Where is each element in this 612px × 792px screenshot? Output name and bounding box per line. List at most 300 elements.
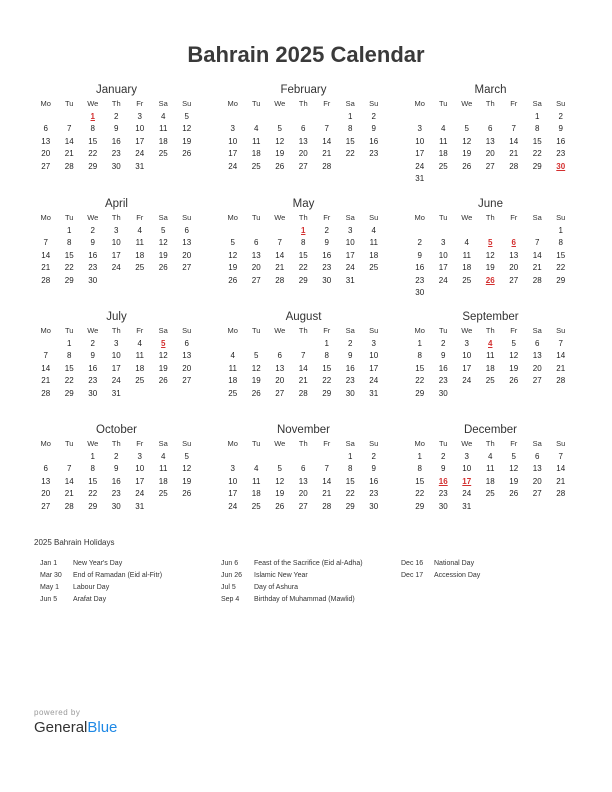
day-cell: 22 — [88, 149, 98, 158]
day-cell: 18 — [438, 149, 448, 158]
empty-cell — [479, 287, 503, 300]
day-cell: 21 — [41, 376, 51, 385]
day-cell: 5 — [161, 225, 166, 235]
empty-cell — [175, 275, 199, 288]
day-cell: 17 — [135, 136, 145, 146]
empty-cell — [549, 388, 573, 401]
day-cell: 20 — [41, 489, 51, 498]
empty-cell — [175, 388, 199, 401]
day-cell: 4 — [441, 124, 446, 133]
month-april — [34, 196, 199, 306]
weekday-header: Fr — [510, 213, 518, 222]
day-cell: 6 — [511, 238, 516, 247]
empty-cell — [292, 451, 316, 464]
day-cell: 26 — [509, 376, 519, 385]
empty-cell — [34, 338, 58, 351]
weekday-header: Mo — [227, 99, 238, 108]
day-cell: 19 — [275, 489, 285, 498]
weekday-header: Su — [556, 213, 566, 222]
holiday-row — [40, 570, 162, 582]
day-cell: 8 — [90, 124, 95, 133]
day-cell: 28 — [509, 161, 519, 171]
day-cell: 26 — [509, 489, 519, 498]
day-cell: 13 — [485, 136, 495, 146]
day-cell: 8 — [67, 351, 72, 360]
day-cell: 24 — [135, 149, 145, 158]
day-cell: 28 — [532, 275, 542, 285]
weekday-header: Fr — [136, 213, 144, 222]
day-cell: 30 — [345, 388, 355, 398]
day-cell: 7 — [43, 238, 48, 247]
day-grid — [408, 98, 573, 186]
day-cell: 30 — [438, 501, 448, 511]
day-cell: 22 — [556, 263, 566, 272]
empty-cell — [549, 287, 573, 300]
empty-cell — [408, 225, 432, 238]
weekday-header: Sa — [345, 99, 355, 108]
weekday-header: Sa — [158, 326, 168, 335]
day-cell: 2 — [114, 111, 119, 121]
empty-cell — [479, 501, 503, 514]
weekday-header: Th — [111, 213, 121, 222]
day-cell: 13 — [41, 476, 51, 486]
day-cell: 30 — [111, 501, 121, 511]
weekday-header: Sa — [158, 99, 168, 108]
page-title: Bahrain 2025 Calendar — [187, 42, 425, 67]
day-cell: 4 — [488, 338, 493, 348]
day-cell: 12 — [275, 136, 285, 146]
day-cell: 26 — [275, 161, 285, 171]
empty-cell — [502, 388, 526, 401]
day-cell: 14 — [532, 250, 542, 260]
day-cell: 26 — [228, 275, 238, 285]
month-name: February — [280, 84, 327, 96]
day-cell: 19 — [251, 376, 261, 385]
month-name: June — [478, 198, 503, 210]
day-cell: 28 — [322, 161, 332, 171]
empty-cell — [526, 225, 550, 238]
weekday-header: Fr — [136, 99, 144, 108]
day-cell: 11 — [369, 238, 378, 247]
day-cell: 2 — [558, 111, 563, 121]
day-cell: 17 — [228, 489, 238, 498]
month-december — [408, 422, 573, 532]
day-cell: 20 — [485, 149, 495, 158]
day-cell: 5 — [511, 451, 516, 461]
day-cell: 15 — [532, 136, 542, 146]
day-cell: 15 — [64, 250, 74, 260]
day-cell: 30 — [438, 388, 448, 398]
day-cell: 19 — [275, 149, 285, 158]
day-grid — [34, 325, 199, 400]
empty-cell — [479, 173, 503, 186]
day-cell: 24 — [345, 263, 355, 272]
day-cell: 6 — [184, 338, 189, 348]
weekday-header: Sa — [345, 213, 355, 222]
day-cell: 29 — [345, 501, 355, 511]
day-grid — [408, 438, 573, 513]
day-cell: 18 — [135, 363, 145, 373]
weekday-header: We — [274, 326, 286, 335]
empty-cell — [175, 161, 199, 174]
empty-cell — [245, 338, 269, 351]
day-cell: 24 — [415, 161, 425, 171]
empty-cell — [526, 287, 550, 300]
day-cell: 28 — [64, 501, 74, 511]
day-cell: 20 — [298, 149, 308, 158]
weekday-header: Sa — [345, 439, 355, 448]
day-cell: 17 — [228, 149, 238, 158]
empty-cell — [479, 111, 503, 124]
day-cell: 11 — [462, 250, 471, 260]
day-cell: 21 — [556, 363, 566, 373]
day-cell: 23 — [438, 376, 448, 385]
empty-cell — [455, 225, 479, 238]
weekday-header: Th — [485, 326, 495, 335]
empty-cell — [128, 275, 152, 288]
day-cell: 5 — [161, 338, 166, 348]
day-cell: 29 — [88, 161, 98, 171]
day-cell: 10 — [462, 351, 472, 360]
day-cell: 26 — [251, 388, 261, 398]
holidays-title: 2025 Bahrain Holidays — [34, 538, 115, 547]
day-cell: 23 — [438, 489, 448, 498]
day-cell: 25 — [251, 501, 261, 511]
day-cell: 9 — [558, 124, 563, 133]
month-name: November — [276, 424, 331, 436]
holiday-date: May 1 — [40, 584, 60, 591]
day-cell: 27 — [182, 263, 192, 272]
day-cell: 1 — [324, 338, 329, 348]
day-cell: 9 — [371, 124, 376, 133]
day-cell: 4 — [464, 238, 469, 247]
day-cell: 3 — [348, 225, 353, 235]
day-cell: 17 — [415, 149, 425, 158]
day-cell: 24 — [228, 161, 238, 171]
weekday-header: Th — [485, 213, 495, 222]
day-cell: 16 — [369, 476, 379, 486]
day-grid — [34, 98, 199, 173]
day-cell: 24 — [111, 263, 121, 272]
day-cell: 8 — [535, 124, 540, 133]
day-cell: 8 — [67, 238, 72, 247]
month-june — [408, 196, 573, 306]
day-cell: 14 — [41, 363, 51, 373]
day-cell: 17 — [369, 363, 379, 373]
empty-cell — [526, 388, 550, 401]
day-cell: 15 — [556, 250, 566, 260]
holiday-name: Arafat Day — [73, 596, 107, 603]
holiday-row — [40, 594, 162, 606]
day-cell: 25 — [485, 489, 495, 498]
day-cell: 9 — [114, 124, 119, 133]
day-cell: 30 — [88, 275, 98, 285]
weekday-header: We — [461, 99, 473, 108]
day-cell: 13 — [251, 250, 261, 260]
day-cell: 7 — [301, 351, 306, 360]
day-cell: 4 — [230, 351, 235, 360]
day-cell: 20 — [532, 363, 542, 373]
empty-cell — [455, 287, 479, 300]
weekday-header: Tu — [252, 326, 261, 335]
month-name: September — [462, 311, 519, 323]
day-cell: 5 — [230, 238, 235, 247]
day-cell: 6 — [301, 124, 306, 133]
day-cell: 22 — [88, 489, 98, 498]
month-name: July — [106, 311, 127, 323]
empty-cell — [549, 501, 573, 514]
day-cell: 8 — [417, 351, 422, 360]
day-cell: 1 — [535, 111, 540, 121]
day-cell: 2 — [90, 225, 95, 235]
day-cell: 12 — [158, 238, 168, 247]
day-cell: 31 — [462, 501, 472, 511]
weekday-header: Sa — [532, 213, 542, 222]
holiday-date: Jan 1 — [40, 560, 58, 567]
day-grid — [408, 325, 573, 400]
empty-cell — [292, 111, 316, 124]
day-cell: 16 — [111, 476, 121, 486]
day-cell: 13 — [298, 476, 308, 486]
weekday-header: Su — [556, 439, 566, 448]
weekday-header: We — [87, 326, 99, 335]
day-cell: 23 — [415, 275, 425, 285]
day-cell: 2 — [417, 238, 422, 247]
day-cell: 18 — [158, 476, 168, 486]
empty-cell — [479, 388, 503, 401]
day-cell: 11 — [159, 124, 168, 133]
day-cell: 14 — [509, 136, 519, 146]
day-cell: 26 — [158, 263, 168, 272]
day-cell: 10 — [228, 476, 238, 486]
day-cell: 14 — [64, 136, 74, 146]
day-cell: 13 — [41, 136, 51, 146]
empty-cell — [34, 111, 58, 124]
day-cell: 5 — [511, 338, 516, 348]
day-cell: 31 — [135, 501, 145, 511]
day-cell: 8 — [348, 464, 353, 473]
month-september — [408, 309, 573, 419]
weekday-header: Th — [298, 326, 308, 335]
holiday-column — [221, 558, 363, 606]
day-grid — [34, 212, 199, 287]
day-cell: 29 — [415, 501, 425, 511]
day-cell: 1 — [67, 225, 72, 235]
month-name: March — [474, 84, 507, 96]
day-cell: 30 — [369, 501, 379, 511]
day-cell: 19 — [182, 476, 192, 486]
month-january — [34, 82, 199, 192]
weekday-header: Su — [369, 213, 379, 222]
day-cell: 3 — [230, 464, 235, 473]
day-cell: 23 — [556, 149, 566, 158]
empty-cell — [268, 111, 292, 124]
day-cell: 27 — [532, 489, 542, 498]
day-cell: 7 — [558, 451, 563, 461]
holiday-date: Mar 30 — [40, 572, 62, 579]
day-cell: 23 — [111, 149, 121, 158]
day-cell: 9 — [324, 238, 329, 247]
day-cell: 22 — [345, 489, 355, 498]
weekday-header: Sa — [532, 439, 542, 448]
day-cell: 5 — [277, 124, 282, 133]
empty-cell — [34, 451, 58, 464]
day-cell: 29 — [88, 501, 98, 511]
day-cell: 24 — [111, 376, 121, 385]
holiday-date: Jun 5 — [40, 596, 58, 603]
day-cell: 8 — [90, 464, 95, 473]
day-cell: 1 — [90, 111, 95, 121]
month-name: August — [285, 311, 322, 323]
day-cell: 21 — [41, 263, 51, 272]
weekday-header: Mo — [227, 213, 238, 222]
empty-cell — [339, 161, 363, 174]
weekday-header: Tu — [252, 213, 261, 222]
holiday-name: Accession Day — [434, 572, 481, 579]
day-cell: 18 — [369, 250, 379, 260]
day-cell: 18 — [251, 489, 261, 498]
day-cell: 13 — [532, 351, 542, 360]
day-cell: 15 — [298, 250, 308, 260]
weekday-header: Tu — [439, 439, 448, 448]
day-cell: 20 — [41, 149, 51, 158]
day-cell: 17 — [438, 263, 448, 272]
empty-cell — [221, 451, 245, 464]
day-cell: 16 — [88, 363, 98, 373]
day-cell: 28 — [556, 376, 566, 385]
day-cell: 31 — [135, 161, 145, 171]
day-cell: 9 — [417, 250, 422, 260]
month-february — [221, 82, 386, 192]
day-cell: 7 — [67, 124, 72, 133]
weekday-header: Mo — [414, 439, 425, 448]
day-cell: 18 — [462, 263, 472, 272]
day-cell: 2 — [90, 338, 95, 348]
empty-cell — [315, 111, 339, 124]
holiday-column — [40, 558, 162, 606]
day-cell: 27 — [298, 161, 308, 171]
day-cell: 27 — [41, 161, 51, 171]
day-cell: 15 — [322, 363, 332, 373]
day-cell: 21 — [322, 149, 332, 158]
empty-cell — [408, 111, 432, 124]
day-cell: 1 — [301, 225, 306, 235]
day-cell: 1 — [417, 338, 422, 348]
month-name: May — [292, 198, 315, 210]
weekday-header: Tu — [439, 213, 448, 222]
holiday-date: Dec 16 — [401, 560, 424, 567]
day-cell: 4 — [488, 451, 493, 461]
day-cell: 24 — [369, 376, 379, 385]
holiday-name: Day of Ashura — [254, 584, 298, 591]
month-november — [221, 422, 386, 532]
empty-cell — [455, 388, 479, 401]
day-cell: 18 — [158, 136, 168, 146]
weekday-header: Fr — [510, 99, 518, 108]
day-cell: 31 — [111, 388, 121, 398]
weekday-header: We — [461, 326, 473, 335]
day-cell: 30 — [322, 275, 332, 285]
day-cell: 9 — [90, 238, 95, 247]
day-cell: 15 — [345, 476, 355, 486]
holiday-name: National Day — [434, 560, 475, 567]
day-cell: 28 — [298, 388, 308, 398]
empty-cell — [432, 287, 456, 300]
weekday-header: We — [87, 99, 99, 108]
day-cell: 11 — [228, 363, 237, 373]
day-cell: 26 — [182, 149, 192, 158]
day-cell: 12 — [158, 351, 168, 360]
weekday-header: We — [274, 439, 286, 448]
day-cell: 7 — [277, 238, 282, 247]
month-name: January — [96, 84, 137, 96]
day-cell: 26 — [462, 161, 472, 171]
day-cell: 5 — [184, 451, 189, 461]
generalblue-logo[interactable] — [34, 719, 117, 736]
day-cell: 3 — [464, 338, 469, 348]
day-cell: 6 — [535, 338, 540, 348]
empty-cell — [245, 451, 269, 464]
day-cell: 7 — [511, 124, 516, 133]
empty-cell — [152, 501, 176, 514]
day-cell: 1 — [348, 451, 353, 461]
day-cell: 15 — [88, 136, 98, 146]
day-cell: 17 — [345, 250, 355, 260]
day-cell: 8 — [301, 238, 306, 247]
weekday-header: Su — [182, 439, 192, 448]
day-cell: 5 — [254, 351, 259, 360]
day-cell: 12 — [485, 250, 495, 260]
day-grid — [408, 212, 573, 300]
holiday-row — [40, 558, 162, 570]
weekday-header: Tu — [439, 326, 448, 335]
day-cell: 15 — [415, 363, 425, 373]
day-cell: 4 — [161, 111, 166, 121]
day-cell: 13 — [509, 250, 519, 260]
day-grid — [221, 98, 386, 173]
day-cell: 21 — [509, 149, 519, 158]
day-cell: 15 — [345, 136, 355, 146]
day-cell: 16 — [415, 263, 425, 272]
day-cell: 10 — [462, 464, 472, 473]
day-cell: 23 — [88, 263, 98, 272]
day-cell: 21 — [64, 489, 74, 498]
day-cell: 23 — [369, 489, 379, 498]
day-cell: 22 — [345, 149, 355, 158]
day-cell: 2 — [441, 451, 446, 461]
weekday-header: Fr — [323, 99, 331, 108]
day-cell: 18 — [485, 363, 495, 373]
weekday-header: Tu — [65, 99, 74, 108]
day-cell: 17 — [462, 476, 472, 486]
month-october — [34, 422, 199, 532]
day-cell: 6 — [254, 238, 259, 247]
weekday-header: Tu — [65, 213, 74, 222]
holiday-name: Islamic New Year — [254, 572, 308, 579]
holiday-row — [401, 570, 480, 582]
day-cell: 28 — [41, 275, 51, 285]
logo-part-blue: Blue — [87, 719, 118, 736]
empty-cell — [175, 501, 199, 514]
day-cell: 1 — [348, 111, 353, 121]
day-cell: 8 — [324, 351, 329, 360]
day-cell: 16 — [111, 136, 121, 146]
day-cell: 10 — [111, 351, 121, 360]
weekday-header: Mo — [40, 99, 51, 108]
empty-cell — [152, 275, 176, 288]
brand-footer — [34, 708, 117, 736]
weekday-header: Mo — [414, 99, 425, 108]
